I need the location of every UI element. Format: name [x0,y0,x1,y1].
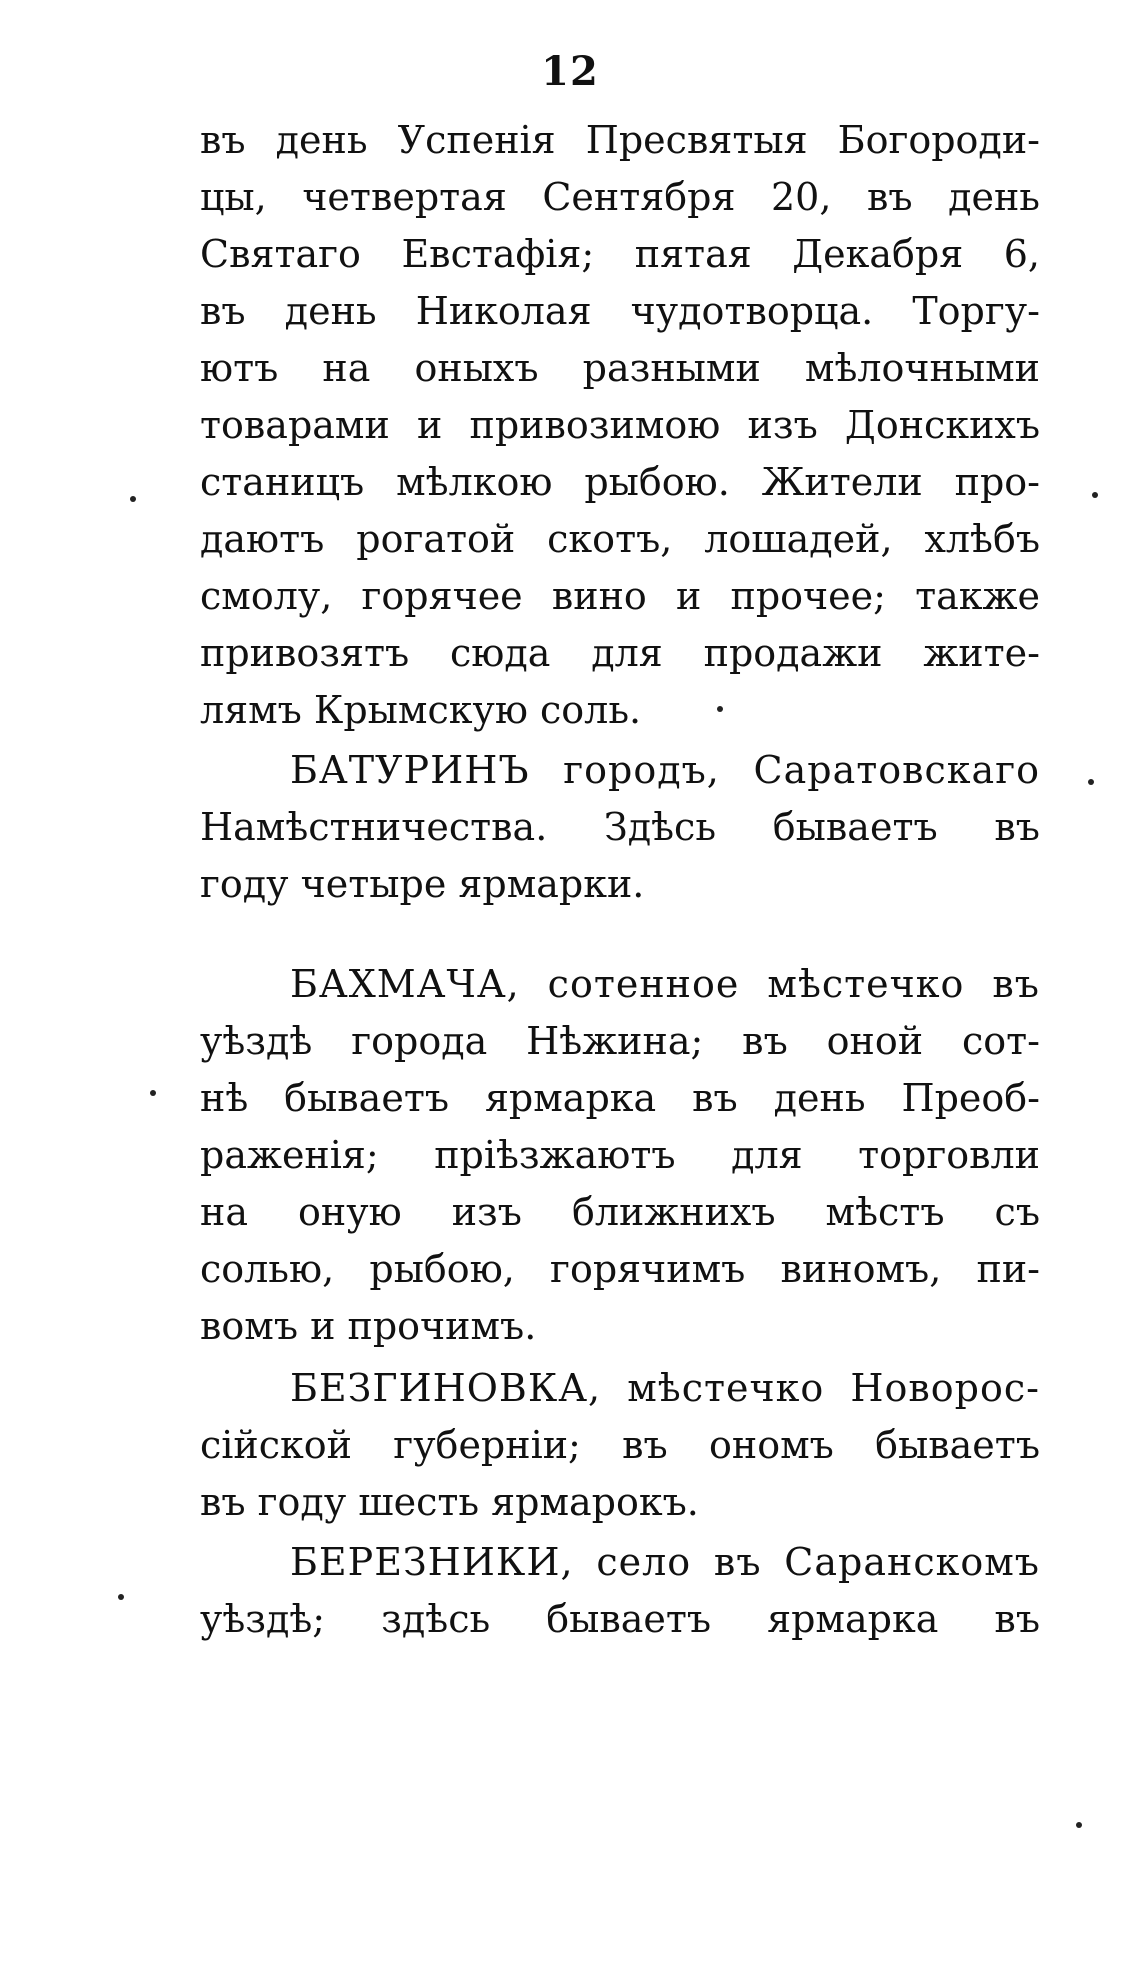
text-line: въ день Успенія Пресвятыя Богороди- [200,118,1040,162]
scan-speck [1076,1822,1082,1828]
text-line: году четыре ярмарки. [200,862,645,906]
text-line: БЕЗГИНОВКА, мѣстечко Новорос- [290,1366,1040,1410]
text-line: привозятъ сюда для продажи жите- [200,631,1040,675]
entry-berezniki [200,1534,1040,1648]
text-line: даютъ рогатой скотъ, лошадей, хлѣбъ [200,517,1040,561]
scan-speck [130,496,136,502]
text-line: БЕРЕЗНИКИ, село въ Саранскомъ [290,1540,1040,1584]
text-line: Святаго Евстафія; пятая Декабря 6, [200,232,1040,276]
text-line: лямъ Крымскую соль. [200,688,642,732]
text-line: на оную изъ ближнихъ мѣстъ съ [200,1190,1040,1234]
text-line: Намѣстничества. Здѣсь бываетъ въ [200,805,1040,849]
entry-bezginovka [200,1360,1040,1531]
text-line: въ день Николая чудотворца. Торгу- [200,289,1040,333]
text-line: БАХМАЧА, сотенное мѣстечко въ [290,962,1040,1006]
page-number: 12 [541,48,599,95]
text-line: товарами и привозимою изъ Донскихъ [200,403,1040,447]
text-line: нѣ бываетъ ярмарка въ день Преоб- [200,1076,1040,1120]
text-line: цы, четвертая Сентября 20, въ день [200,175,1040,219]
scan-speck [150,1090,156,1096]
text-line: сійской губерніи; въ ономъ бываетъ [200,1423,1040,1467]
scan-speck [717,706,723,712]
text-line: солью, рыбою, горячимъ виномъ, пи- [200,1247,1040,1291]
text-line: ютъ на оныхъ разными мѣлочными [200,346,1040,390]
text-line: станицъ мѣлкою рыбою. Жители про- [200,460,1040,504]
scan-speck [118,1594,124,1600]
scan-speck [1092,492,1098,498]
entry-bakhmacha [200,956,1040,1355]
paragraph-continuation [200,112,1040,739]
text-line: уѣздѣ города Нѣжина; въ оной сот- [200,1019,1040,1063]
text-line: раженія; пріѣзжаютъ для торговли [200,1133,1040,1177]
text-line: смолу, горячее вино и прочее; также [200,574,1040,618]
text-line: БАТУРИНЪ городъ, Саратовскаго [290,748,1040,792]
text-line: въ году шесть ярмарокъ. [200,1480,699,1524]
scan-speck [1088,779,1094,785]
text-line: вомъ и прочимъ. [200,1304,537,1348]
text-line: уѣздѣ; здѣсь бываетъ ярмарка въ [200,1597,1040,1641]
entry-baturin [200,742,1040,913]
